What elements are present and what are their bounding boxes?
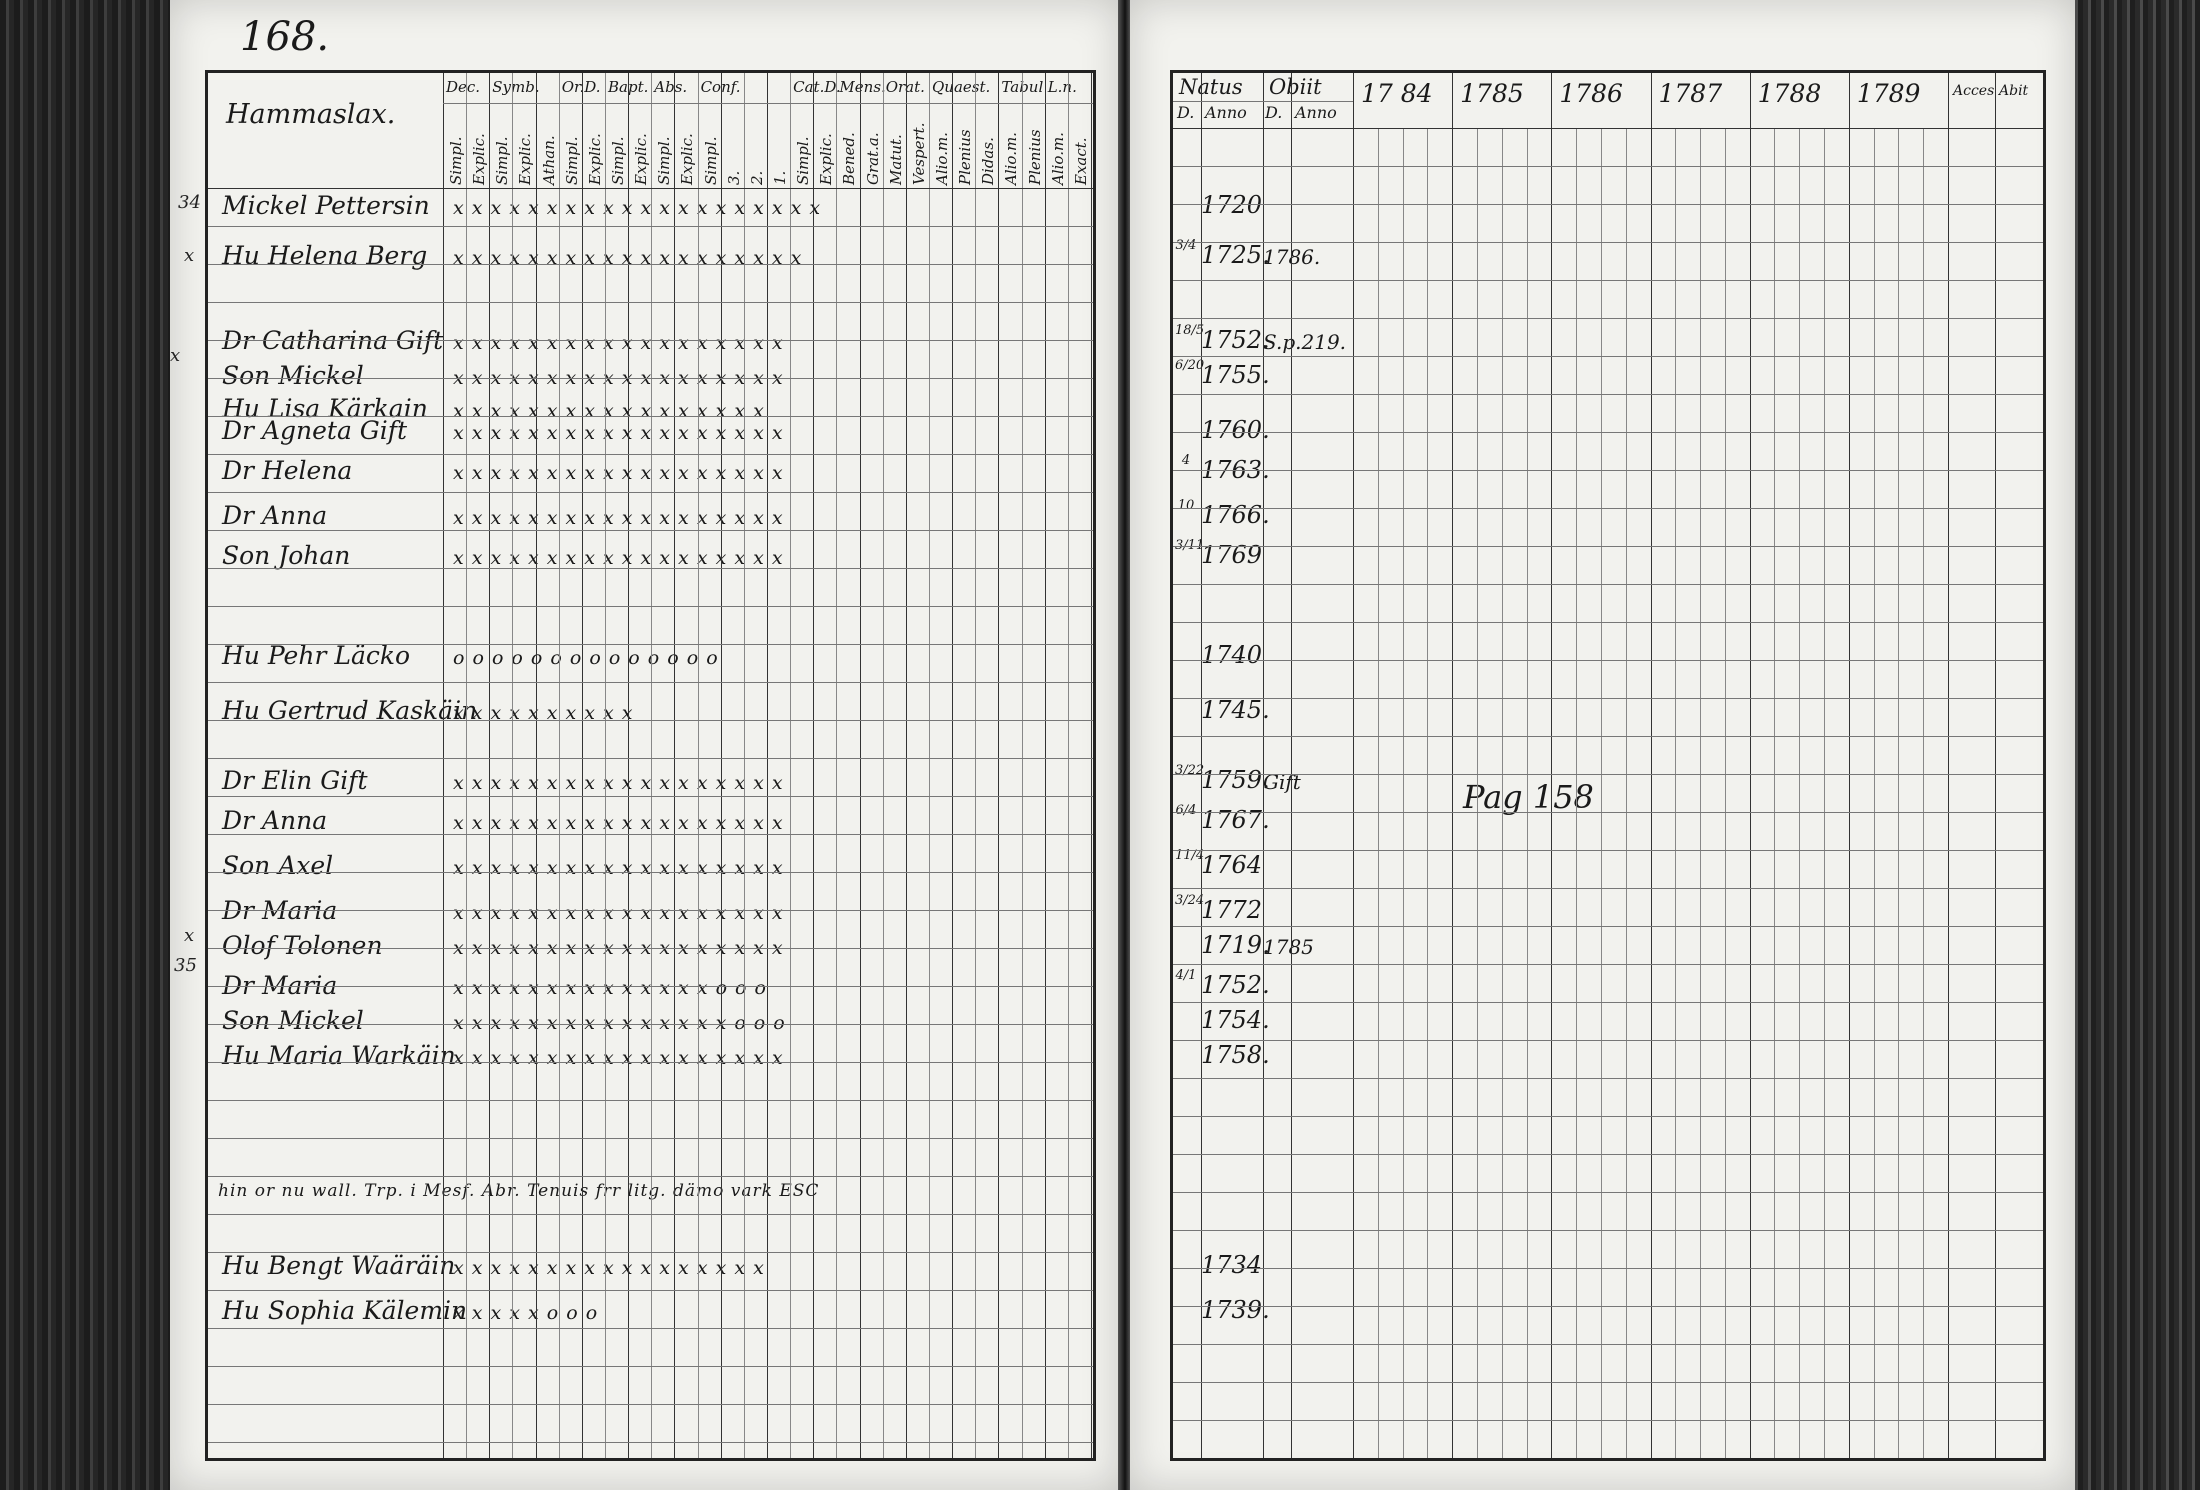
catechism-marks: x x x x x x x x x x x x x x x x x x — [453, 367, 784, 389]
person-name: Son Mickel — [222, 1006, 364, 1035]
birth-year: 1752. — [1201, 326, 1270, 354]
sub-column-rule — [1874, 128, 1875, 1458]
sub-header: Matut. — [886, 134, 905, 185]
right-page — [1130, 0, 2075, 1490]
row-rule — [208, 948, 1093, 949]
row-rule — [1173, 242, 2043, 243]
sub-header: Plenius — [1025, 129, 1044, 185]
row-rule — [1173, 432, 2043, 433]
row-rule — [208, 1176, 1093, 1177]
column-rule — [605, 73, 606, 1458]
right-register-grid — [1170, 70, 2046, 1461]
row-rule — [208, 1214, 1093, 1215]
catechism-marks: x x x x x x x x x x x x x x x x x — [453, 400, 765, 422]
sub-column-rule — [1898, 128, 1899, 1458]
death-entry: 1785 — [1263, 935, 1314, 959]
sub-column-rule — [1601, 128, 1602, 1458]
person-name: Son Johan — [222, 541, 351, 570]
row-rule — [208, 1062, 1093, 1063]
row-rule — [1173, 888, 2043, 889]
birth-year: 1772 — [1201, 896, 1263, 924]
row-rule — [208, 796, 1093, 797]
column-rule — [813, 73, 814, 1458]
year-header: 17 84 — [1361, 79, 1433, 108]
catechism-marks: x x x x x x x x x x x x x x x x x — [453, 1257, 765, 1279]
row-rule — [208, 1328, 1093, 1329]
margin-mark: 34 — [178, 192, 201, 213]
row-rule — [208, 1024, 1093, 1025]
catechism-marks: x x x x x x x x x x x x x x x x x x — [453, 332, 784, 354]
group-header: Cat.D. — [793, 78, 841, 96]
sub-column-rule — [1923, 128, 1924, 1458]
row-rule — [1173, 1420, 2043, 1421]
row-rule — [208, 834, 1093, 835]
sub-column-rule — [1626, 128, 1627, 1458]
sub-column-rule — [1725, 128, 1726, 1458]
sub-header: Explic. — [632, 133, 651, 185]
column-rule — [906, 73, 907, 1458]
row-rule — [1173, 508, 2043, 509]
birth-year: 1754. — [1201, 1006, 1270, 1034]
row-rule — [1173, 736, 2043, 737]
year-header: 1787 — [1658, 79, 1723, 108]
row-rule — [208, 226, 1093, 227]
birth-year: 1745. — [1201, 696, 1270, 724]
header-rule — [208, 188, 1093, 189]
person-name: Dr Maria — [222, 971, 338, 1000]
column-rule — [651, 73, 652, 1458]
catechism-marks: x x x x x x x x x x x x x x x x x x — [453, 547, 784, 569]
row-rule — [1173, 660, 2043, 661]
column-rule — [512, 73, 513, 1458]
person-name: Dr Elin Gift — [222, 766, 368, 795]
catechism-marks: x x x x x x x x x x x x x x o o o — [453, 977, 767, 999]
birth-day: 18/5 — [1175, 323, 1205, 338]
header-rule — [1173, 128, 2043, 129]
person-name: Son Axel — [222, 851, 334, 880]
person-name: Mickel Pettersin — [222, 191, 430, 220]
group-header: Quaest. — [932, 78, 991, 96]
column-rule — [582, 73, 583, 1458]
parish-title: Hammaslax. — [226, 99, 396, 130]
column-rule — [836, 73, 837, 1458]
column-rule — [952, 73, 953, 1458]
person-name: Hu Lisa Kärkain — [222, 394, 428, 423]
sub-header: Alio.m. — [933, 132, 951, 185]
sub-header: Vespert. — [909, 122, 928, 185]
sub-header-rule — [1173, 101, 1353, 102]
row-rule — [208, 416, 1093, 417]
birth-year: 1759. — [1201, 766, 1270, 794]
sub-header: Athan. — [539, 135, 558, 185]
person-name: Hu Bengt Waäräin — [222, 1251, 456, 1280]
remark-line: hin or nu wall. Trp. i Mesf. Abr. Tenuis frr litg. dämo vark ESC — [218, 1181, 820, 1201]
sub-header: Simpl. — [562, 136, 581, 185]
row-rule — [208, 454, 1093, 455]
sub-column-rule — [1378, 128, 1379, 1458]
sub-header: Explic. — [678, 133, 697, 185]
row-rule — [208, 606, 1093, 607]
person-name: Son Mickel — [222, 361, 364, 390]
obiit-year-header: Anno — [1295, 103, 1337, 122]
row-rule — [208, 910, 1093, 911]
row-rule — [208, 492, 1093, 493]
birth-day: 6/4 — [1175, 803, 1197, 818]
row-rule — [1173, 356, 2043, 357]
row-rule — [1173, 280, 2043, 281]
row-rule — [208, 1138, 1093, 1139]
row-rule — [1173, 926, 2043, 927]
row-rule — [208, 530, 1093, 531]
margin-mark: x — [184, 245, 195, 266]
group-header: Mens. — [839, 78, 886, 96]
column-rule — [1091, 73, 1092, 1458]
sub-header: 2. — [747, 170, 766, 185]
sub-header: Explic. — [516, 133, 535, 185]
catechism-marks: x x x x x x x x x x x x x x x x x x — [453, 462, 784, 484]
column-rule — [1068, 73, 1069, 1458]
row-rule — [1173, 470, 2043, 471]
birth-year: 1764 — [1201, 851, 1263, 879]
sub-header: Didas. — [979, 137, 998, 185]
row-rule — [1173, 1040, 2043, 1041]
birth-year: 1720 — [1201, 191, 1263, 219]
column-rule — [721, 73, 722, 1458]
birth-year: 1758. — [1201, 1041, 1270, 1069]
sub-header: Bened. — [840, 132, 859, 185]
column-rule — [489, 73, 490, 1458]
sub-header: Simpl. — [655, 136, 674, 185]
birth-year: 1719. — [1201, 931, 1270, 959]
left-page — [170, 0, 1120, 1490]
birth-day: 3/11 — [1175, 538, 1205, 553]
group-header: Orat. — [885, 78, 925, 96]
natus-day-header: D. — [1177, 103, 1195, 122]
sub-column-rule — [1700, 128, 1701, 1458]
row-rule — [1173, 204, 2043, 205]
column-rule — [443, 73, 444, 1458]
row-rule — [1173, 1306, 2043, 1307]
page-number: 168. — [240, 14, 330, 60]
row-rule — [1173, 774, 2043, 775]
sub-header: 3. — [724, 170, 743, 185]
person-name: Dr Helena — [222, 456, 353, 485]
birth-day: 11/4 — [1175, 848, 1205, 863]
birth-day: 3/22 — [1175, 763, 1205, 778]
row-rule — [1173, 166, 2043, 167]
sub-header: 1. — [771, 170, 789, 185]
row-rule — [1173, 622, 2043, 623]
sub-column-rule — [1427, 128, 1428, 1458]
left-binding — [0, 0, 170, 1490]
catechism-marks: x x x x x x x x x x x x x x x x x x x x — [453, 197, 822, 219]
column-rule — [860, 73, 861, 1458]
person-name: Dr Anna — [222, 501, 328, 530]
column-rule — [998, 73, 999, 1458]
sub-header: Explic. — [470, 133, 489, 185]
person-name: Hu Maria Warkäin — [222, 1041, 456, 1070]
column-rule — [790, 73, 791, 1458]
catechism-marks: x x x x x o o o — [453, 1302, 599, 1324]
group-header: L.n. — [1047, 78, 1077, 96]
sub-column-rule — [1576, 128, 1577, 1458]
person-name: Hu Pehr Läcko — [222, 641, 411, 670]
column-rule — [536, 73, 537, 1458]
death-entry: S.p.219. — [1263, 330, 1347, 354]
group-header: Symb. — [492, 78, 540, 96]
column-rule — [674, 73, 675, 1458]
person-name: Dr Agneta Gift — [222, 416, 408, 445]
sub-column-rule — [1502, 128, 1503, 1458]
sub-header: Alio.m. — [1048, 132, 1067, 185]
group-header-rule — [443, 103, 1093, 104]
obiit-header: Obiit — [1269, 75, 1322, 99]
row-rule — [208, 264, 1093, 265]
birth-year: 1739. — [1201, 1296, 1270, 1324]
row-rule — [208, 1442, 1093, 1443]
group-header: Bapt. — [608, 78, 649, 96]
margin-mark: x — [184, 925, 195, 946]
year-header: 1788 — [1757, 79, 1822, 108]
row-rule — [1173, 1382, 2043, 1383]
row-rule — [208, 1290, 1093, 1291]
row-rule — [1173, 1192, 2043, 1193]
birth-day: 3/4 — [1175, 238, 1197, 253]
sub-column-rule — [1824, 128, 1825, 1458]
row-rule — [208, 1404, 1093, 1405]
row-rule — [1173, 1268, 2043, 1269]
row-rule — [208, 682, 1093, 683]
abiit-header: Abit — [1999, 83, 2029, 99]
birth-year: 1766. — [1201, 501, 1270, 529]
sub-column-rule — [1799, 128, 1800, 1458]
catechism-marks: x x x x x x x x x x x x x x x o o o — [453, 1012, 786, 1034]
catechism-marks: x x x x x x x x x x x x x x x x x x — [453, 422, 784, 444]
person-name: Dr Anna — [222, 806, 328, 835]
group-header: Dec. — [446, 78, 481, 96]
row-rule — [1173, 1344, 2043, 1345]
sub-header: Exact. — [1071, 137, 1090, 185]
year-header: 1786 — [1559, 79, 1623, 108]
year-header: 1785 — [1460, 79, 1524, 108]
person-name: Hu Helena Berg — [222, 241, 428, 270]
sub-header: Simpl. — [609, 136, 627, 185]
catechism-marks: x x x x x x x x x x x x x x x x x x — [453, 772, 784, 794]
birth-year: 1760. — [1201, 416, 1270, 444]
sub-column-rule — [1527, 128, 1528, 1458]
row-rule — [1173, 698, 2043, 699]
sub-header: Simpl. — [701, 136, 720, 185]
column-rule — [1022, 73, 1023, 1458]
sub-header: Simpl. — [447, 136, 465, 185]
column-rule — [744, 73, 745, 1458]
column-rule — [628, 73, 629, 1458]
person-name: Dr Catharina Gift — [222, 326, 444, 355]
person-name: Hu Gertrud Kaskäin — [222, 696, 478, 725]
sub-column-rule — [1774, 128, 1775, 1458]
column-rule — [929, 73, 930, 1458]
row-rule — [208, 1366, 1093, 1367]
catechism-marks: o o o o o o o o o o o o o o — [453, 647, 719, 669]
obiit-day-header: D. — [1265, 103, 1283, 122]
row-rule — [208, 378, 1093, 379]
column-rule — [698, 73, 699, 1458]
row-rule — [1173, 1078, 2043, 1079]
margin-mark: x — [170, 345, 181, 366]
person-name: Hu Sophia Kälemin — [222, 1296, 468, 1325]
birth-year: 1752. — [1201, 971, 1270, 999]
natus-year-header: Anno — [1205, 103, 1247, 122]
column-rule — [767, 73, 768, 1458]
group-header: Conf. — [700, 78, 741, 96]
row-rule — [1173, 1230, 2043, 1231]
column-rule — [975, 73, 976, 1458]
catechism-marks: x x x x x x x x x x x x x x x x x x — [453, 857, 784, 879]
sub-header: Grat.a. — [863, 132, 882, 185]
catechism-marks: x x x x x x x x x x — [453, 702, 634, 724]
left-register-grid — [205, 70, 1096, 1461]
row-rule — [208, 872, 1093, 873]
natus-header: Natus — [1179, 75, 1243, 99]
sub-header: Explic. — [585, 133, 604, 185]
column-rule — [466, 73, 467, 1458]
birth-year: 1725. — [1201, 241, 1270, 269]
sub-column-rule — [1675, 128, 1676, 1458]
sub-header: Explic. — [817, 133, 836, 185]
birth-year: 1740 — [1201, 641, 1263, 669]
birth-year: 1755. — [1201, 361, 1270, 389]
row-rule — [208, 986, 1093, 987]
death-entry: 1786. — [1263, 245, 1321, 269]
row-rule — [208, 644, 1093, 645]
catechism-marks: x x x x x x x x x x x x x x x x x x — [453, 902, 784, 924]
row-rule — [1173, 584, 2043, 585]
birth-year: 1769 — [1201, 541, 1263, 569]
row-rule — [1173, 812, 2043, 813]
group-header: Abs. — [654, 78, 688, 96]
group-header: Tabul — [1001, 78, 1044, 96]
row-rule — [208, 302, 1093, 303]
birth-year: 1763. — [1201, 456, 1270, 484]
margin-mark: 35 — [174, 955, 197, 976]
column-rule — [883, 73, 884, 1458]
catechism-marks: x x x x x x x x x x x x x x x x x x — [453, 1047, 784, 1069]
birth-day: 10 — [1177, 498, 1195, 513]
sub-header: Simpl. — [493, 136, 512, 185]
sub-column-rule — [1403, 128, 1404, 1458]
person-name: Olof Tolonen — [222, 931, 383, 960]
row-rule — [208, 1252, 1093, 1253]
catechism-marks: x x x x x x x x x x x x x x x x x x x — [453, 247, 803, 269]
birth-day: 4 — [1181, 453, 1191, 468]
birth-day: 4/1 — [1175, 968, 1197, 983]
birth-year: 1734 — [1201, 1251, 1263, 1279]
catechism-marks: x x x x x x x x x x x x x x x x x x — [453, 812, 784, 834]
birth-day: 6/20 — [1175, 358, 1205, 373]
column-rule — [1045, 73, 1046, 1458]
row-rule — [208, 1100, 1093, 1101]
group-header: Or.D. — [561, 78, 601, 96]
row-rule — [1173, 394, 2043, 395]
right-binding — [2070, 0, 2200, 1490]
row-rule — [208, 720, 1093, 721]
catechism-marks: x x x x x x x x x x x x x x x x x x — [453, 507, 784, 529]
sub-header: Simpl. — [794, 136, 813, 185]
row-rule — [1173, 546, 2043, 547]
catechism-marks: x x x x x x x x x x x x x x x x x x — [453, 937, 784, 959]
birth-day: 3/24 — [1175, 893, 1205, 908]
person-name: Dr Maria — [222, 896, 338, 925]
row-rule — [1173, 1002, 2043, 1003]
row-rule — [208, 758, 1093, 759]
sub-header: Alio.m. — [1002, 132, 1021, 185]
row-rule — [1173, 1154, 2043, 1155]
row-rule — [208, 340, 1093, 341]
accessit-header: Acces — [1953, 83, 1995, 99]
sub-header: Plenius — [956, 129, 975, 185]
year-header: 1789 — [1856, 79, 1921, 108]
birth-year: 1767. — [1201, 806, 1270, 834]
row-rule — [1173, 850, 2043, 851]
sub-column-rule — [1477, 128, 1478, 1458]
row-rule — [1173, 1116, 2043, 1117]
row-rule — [1173, 318, 2043, 319]
column-rule — [559, 73, 560, 1458]
death-entry: Gift — [1263, 770, 1301, 794]
row-rule — [208, 568, 1093, 569]
row-rule — [1173, 964, 2043, 965]
register-note: Pag 158 — [1463, 778, 1594, 816]
